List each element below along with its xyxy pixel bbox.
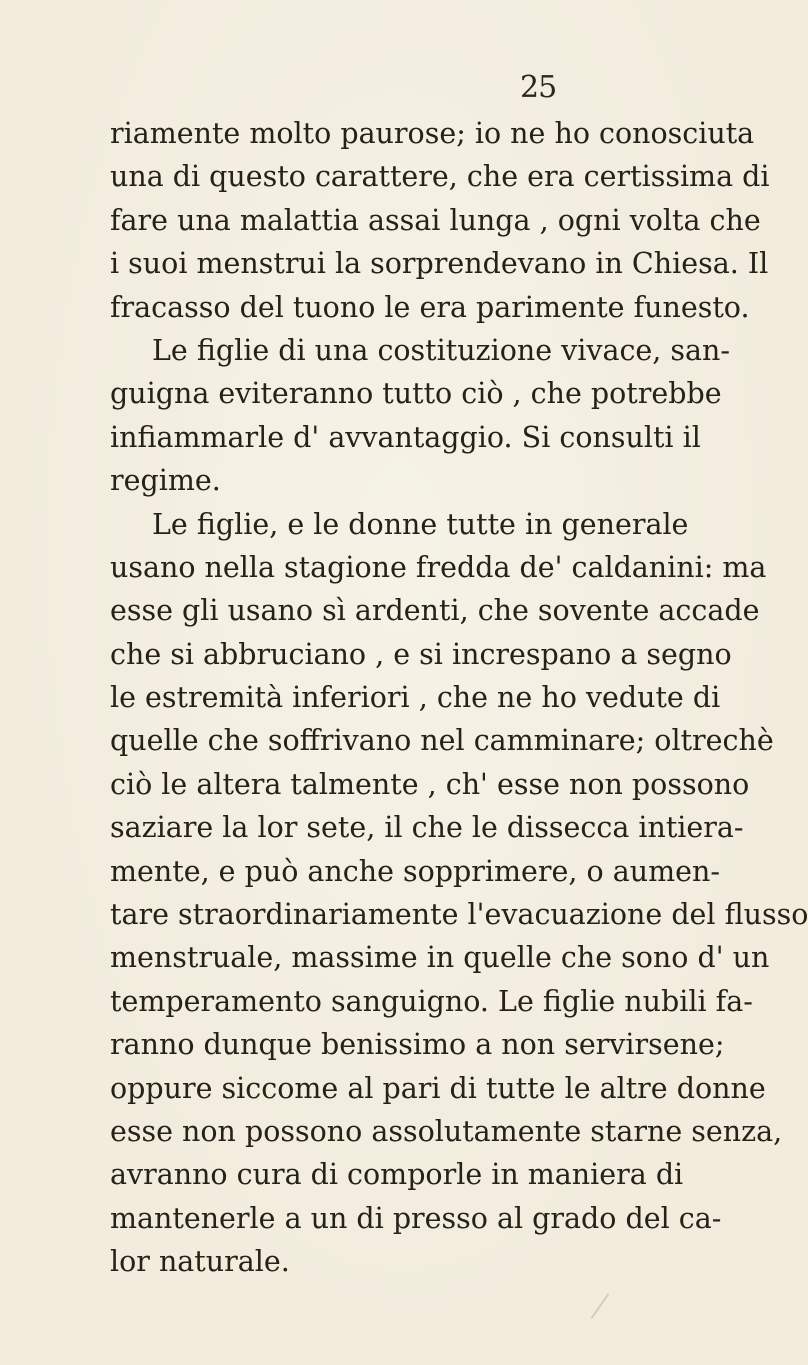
text-line: regime. <box>110 464 221 498</box>
paper-blemish <box>591 1293 610 1319</box>
text-line: che si abbruciano , e si increspano a segno <box>110 637 732 671</box>
text-line: tare straordinariamente l'evacuazione del flusso <box>110 898 808 932</box>
text-line: Le figlie di una costituzione vivace, san- <box>152 333 730 367</box>
page-number: 25 <box>520 70 557 105</box>
text-line: oppure siccome al pari di tutte le altre donne <box>110 1071 766 1105</box>
text-line: quelle che soffrivano nel camminare; oltrechè <box>110 724 774 758</box>
text-line: guigna eviteranno tutto ciò , che potrebbe <box>110 377 722 411</box>
text-line: saziare la lor sete, il che le dissecca intiera- <box>110 811 744 845</box>
text-line: avranno cura di comporle in maniera di <box>110 1158 684 1192</box>
text-line: i suoi menstrui la sorprendevano in Chiesa. Il <box>110 247 769 281</box>
text-line: mantenerle a un di presso al grado del ca- <box>110 1201 722 1235</box>
text-line: menstruale, massime in quelle che sono d' un <box>110 941 770 975</box>
text-line: infiammarle d' avvantaggio. Si consulti il <box>110 420 701 454</box>
text-line: le estremità inferiori , che ne ho vedute di <box>110 681 721 715</box>
text-line: lor naturale. <box>110 1245 290 1279</box>
text-line: ciò le altera talmente , ch' esse non possono <box>110 767 750 801</box>
text-line: usano nella stagione fredda de' caldanini: ma <box>110 550 767 584</box>
text-line: esse gli usano sì ardenti, che sovente accade <box>110 594 760 628</box>
text-line: riamente molto paurose; io ne ho conosciuta <box>110 117 755 150</box>
body-text <box>110 112 808 1284</box>
text-line: esse non possono assolutamente starne senza, <box>110 1114 783 1148</box>
text-line: fracasso del tuono le era parimente funesto. <box>110 290 750 324</box>
text-line: mente, e può anche sopprimere, o aumen- <box>110 854 720 888</box>
text-line: ranno dunque benissimo a non servirsene; <box>110 1028 725 1062</box>
text-line: temperamento sanguigno. Le figlie nubili fa- <box>110 984 753 1018</box>
text-line: Le figlie, e le donne tutte in generale <box>152 507 689 541</box>
text-line: fare una malattia assai lunga , ogni volta che <box>110 203 761 237</box>
text-line: una di questo carattere, che era certissima di <box>110 160 770 194</box>
